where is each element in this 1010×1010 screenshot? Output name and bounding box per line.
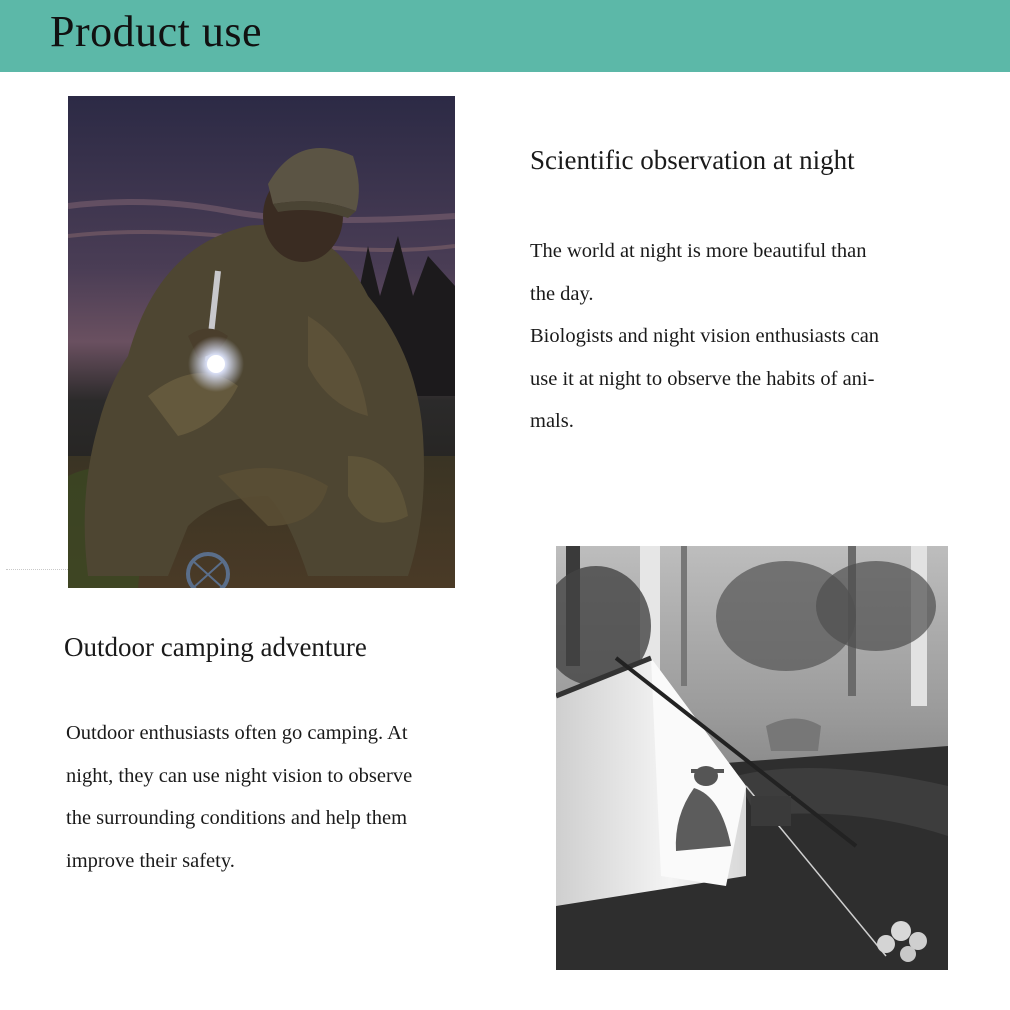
camping-photo [556, 546, 948, 970]
text-line: Outdoor enthusiasts often go camping. At [66, 722, 408, 744]
text-line: use it at night to observe the habits of ani- [530, 367, 875, 390]
text-line: night, they can use night vision to observe [66, 764, 413, 787]
camping-text [66, 712, 506, 882]
text-line: mals. [530, 410, 574, 432]
header-banner [0, 0, 1010, 72]
banner-title: Product use [50, 7, 263, 56]
text-line: The world at night is more beautiful than [530, 240, 867, 262]
text-line: the surrounding conditions and help them [66, 807, 408, 829]
text-line: improve their safety. [66, 849, 235, 872]
night-observation-text [530, 230, 970, 443]
night-observation-heading: Scientific observation at night [530, 145, 855, 175]
night-observation-photo [68, 96, 455, 588]
camping-heading: Outdoor camping adventure [64, 632, 367, 662]
text-line: the day. [530, 282, 594, 305]
text-line: Biologists and night vision enthusiasts can [530, 325, 880, 347]
dotted-divider [6, 569, 68, 570]
